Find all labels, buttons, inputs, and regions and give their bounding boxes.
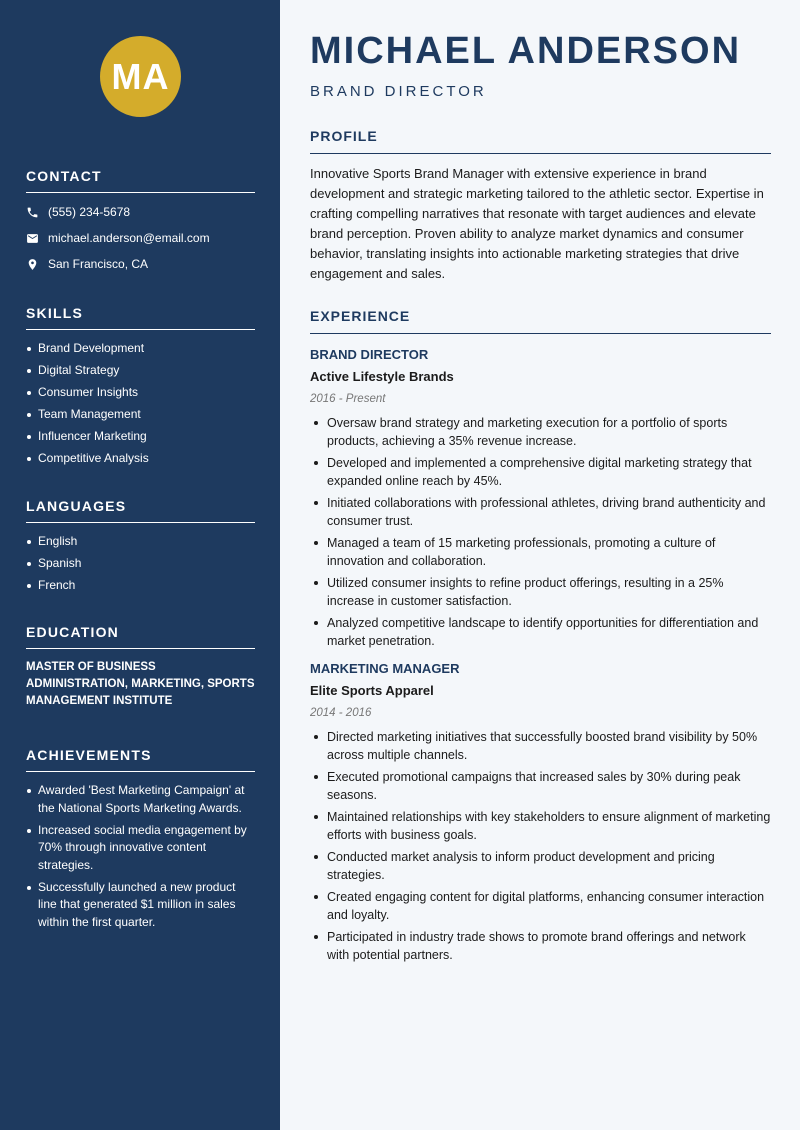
languages-section <box>26 498 255 599</box>
job-bullet: Oversaw brand strategy and marketing execution for a portfolio of sports products, achieving a 35% revenue increase. <box>310 414 771 450</box>
profile-section <box>310 128 771 284</box>
skills-heading: SKILLS <box>26 305 255 330</box>
job-company: Active Lifestyle Brands <box>310 369 454 384</box>
job-bullets <box>310 414 771 650</box>
contact-email[interactable] <box>26 225 255 251</box>
skill-item: Consumer Insights <box>26 384 255 402</box>
achievements-section <box>26 747 255 936</box>
achievements-list <box>26 782 255 931</box>
skill-item: Influencer Marketing <box>26 428 255 446</box>
location-icon <box>26 258 39 271</box>
contact-phone[interactable] <box>26 199 255 225</box>
language-item: French <box>26 577 255 595</box>
job-company: Elite Sports Apparel <box>310 683 434 698</box>
skills-section <box>26 305 255 473</box>
phone-icon <box>26 206 39 219</box>
profile-text: Innovative Sports Brand Manager with extensive experience in brand development and strategic marketing tailored to the athletic sector. Expertise in crafting compelling narratives that resonate with target audiences and elevate brand perception. Proven ability to analyze market dynamics and consumer behavior, translating insights into actionable marketing strategies that drive engagement and sales. <box>310 166 764 281</box>
job-bullet: Developed and implemented a comprehensive digital marketing strategy that expanded online reach by 45%. <box>310 454 771 490</box>
job-dates: 2016 - Present <box>310 393 386 405</box>
experience-section <box>310 308 771 968</box>
skill-item: Competitive Analysis <box>26 450 255 468</box>
candidate-name: MICHAEL ANDERSON <box>310 30 742 72</box>
job-bullet: Directed marketing initiatives that successfully boosted brand visibility by 50% across multiple channels. <box>310 728 771 764</box>
skill-item: Digital Strategy <box>26 362 255 380</box>
contact-phone-text: (555) 234-5678 <box>48 205 131 219</box>
contact-section <box>26 168 255 277</box>
language-item: English <box>26 533 255 551</box>
achievement-item: Increased social media engagement by 70% through innovative content strategies. <box>26 822 255 875</box>
job-bullet: Participated in industry trade shows to promote brand offerings and network with potential partners. <box>310 928 771 964</box>
sidebar <box>0 0 280 1130</box>
job-entry <box>310 346 771 650</box>
job-dates: 2014 - 2016 <box>310 707 372 719</box>
avatar: MA <box>100 36 181 117</box>
job-bullet: Managed a team of 15 marketing professionals, promoting a culture of innovation and collaboration. <box>310 534 771 570</box>
experience-heading: EXPERIENCE <box>310 308 771 334</box>
languages-list <box>26 533 255 595</box>
skill-item: Team Management <box>26 406 255 424</box>
languages-heading: LANGUAGES <box>26 498 255 523</box>
job-bullet: Created engaging content for digital platforms, enhancing consumer interaction and loyalty. <box>310 888 771 924</box>
job-bullet: Conducted market analysis to inform product development and pricing strategies. <box>310 848 771 884</box>
job-entry <box>310 660 771 964</box>
education-degree: MASTER OF BUSINESS ADMINISTRATION, MARKETING, SPORTS MANAGEMENT INSTITUTE <box>26 661 255 707</box>
email-icon <box>26 232 39 245</box>
education-heading: EDUCATION <box>26 624 255 649</box>
contact-location-text: San Francisco, CA <box>48 257 149 271</box>
job-bullet: Utilized consumer insights to refine product offerings, resulting in a 25% increase in customer satisfaction. <box>310 574 771 610</box>
job-bullets <box>310 728 771 964</box>
job-bullet: Analyzed competitive landscape to identify opportunities for differentiation and market penetration. <box>310 614 771 650</box>
language-item: Spanish <box>26 555 255 573</box>
education-section <box>26 624 255 710</box>
contact-heading: CONTACT <box>26 168 255 193</box>
job-role: MARKETING MANAGER <box>310 661 460 676</box>
achievement-item: Awarded 'Best Marketing Campaign' at the National Sports Marketing Awards. <box>26 782 255 817</box>
job-role: BRAND DIRECTOR <box>310 347 429 362</box>
achievement-item: Successfully launched a new product line that generated $1 million in sales within the first quarter. <box>26 879 255 932</box>
contact-email-text: michael.anderson@email.com <box>48 231 210 245</box>
skills-list <box>26 340 255 468</box>
job-bullet: Initiated collaborations with professional athletes, driving brand authenticity and consumer trust. <box>310 494 771 530</box>
skill-item: Brand Development <box>26 340 255 358</box>
job-bullet: Maintained relationships with key stakeholders to ensure alignment of marketing efforts with business goals. <box>310 808 771 844</box>
achievements-heading: ACHIEVEMENTS <box>26 747 255 772</box>
contact-location <box>26 251 255 277</box>
profile-heading: PROFILE <box>310 128 771 154</box>
candidate-title: BRAND DIRECTOR <box>310 83 487 100</box>
job-bullet: Executed promotional campaigns that increased sales by 30% during peak seasons. <box>310 768 771 804</box>
